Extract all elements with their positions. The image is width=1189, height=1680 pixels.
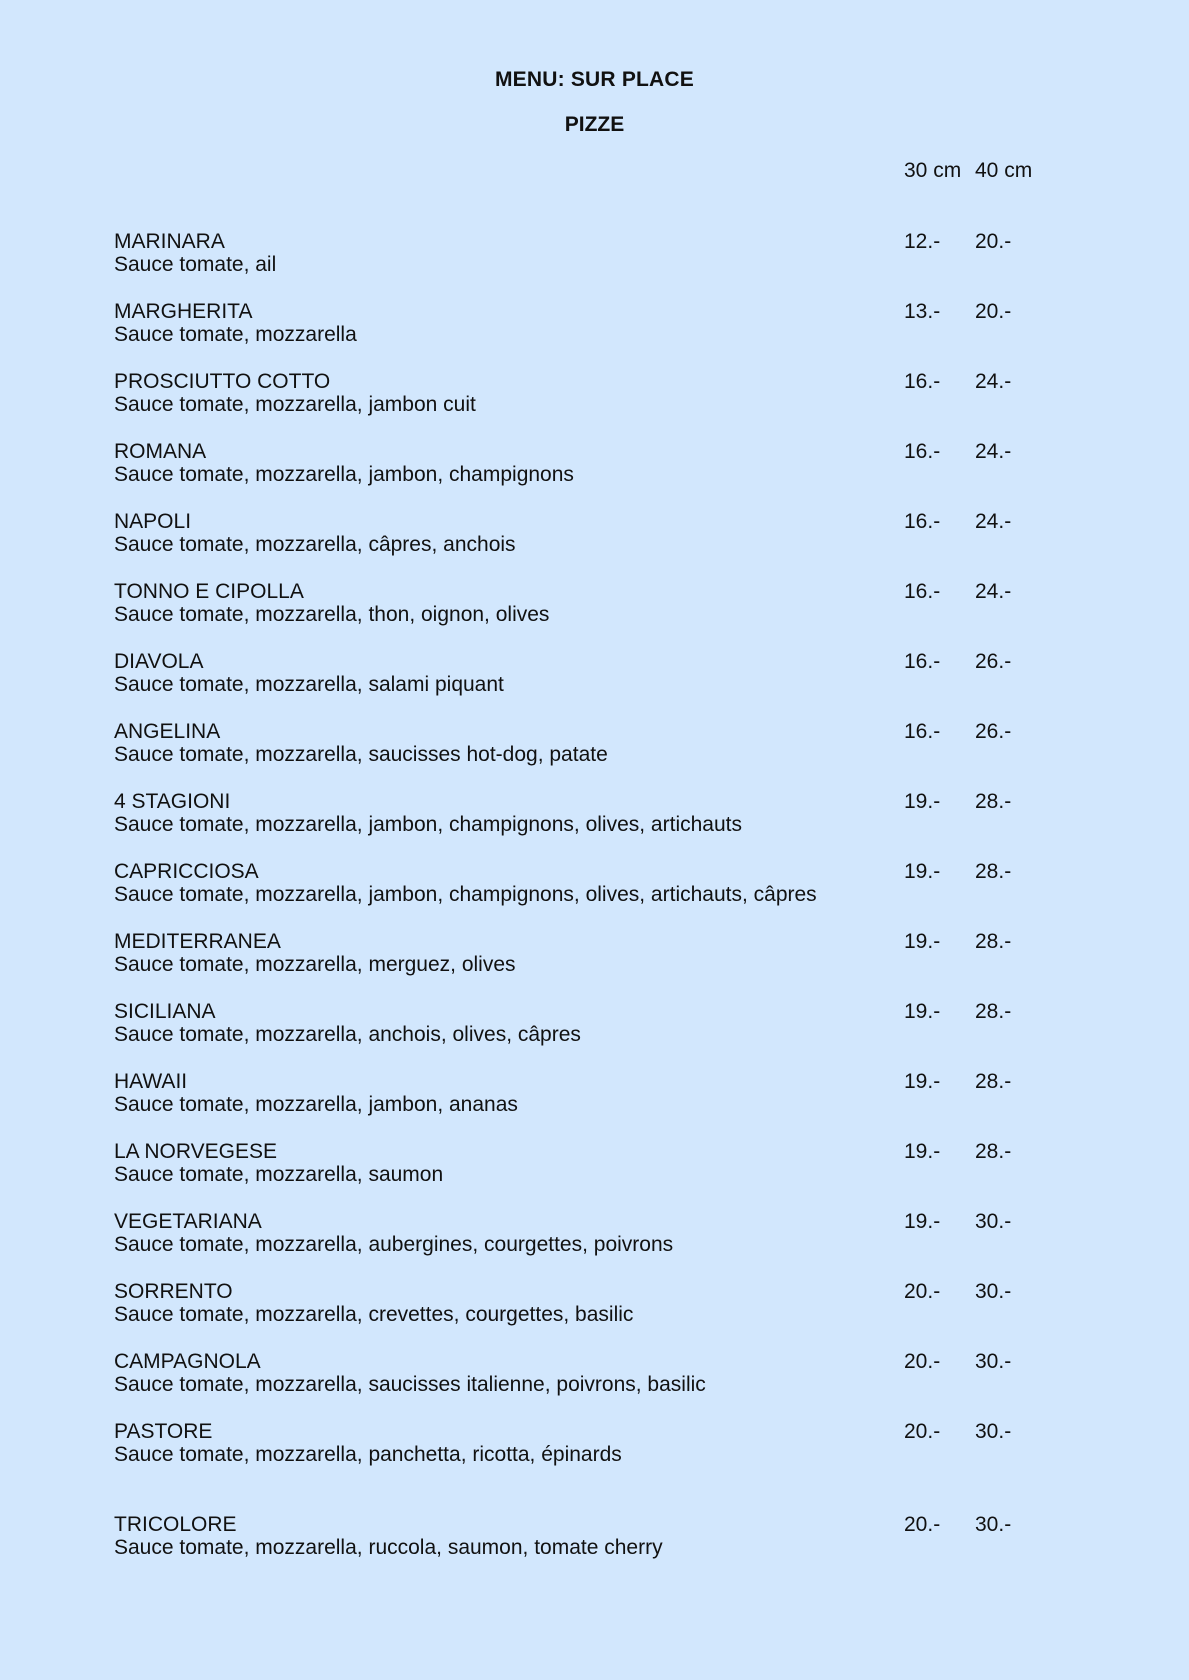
price-large: 30.- [975, 1420, 1012, 1443]
item-description: Sauce tomate, mozzarella, merguez, olives [114, 953, 516, 976]
item-name: TONNO E CIPOLLA [114, 580, 304, 603]
menu-item-capricciosa [114, 860, 1074, 930]
price-large: 20.- [975, 300, 1012, 323]
price-large: 24.- [975, 510, 1012, 533]
price-large: 30.- [975, 1280, 1012, 1303]
item-name: MARINARA [114, 230, 225, 253]
price-small: 20.- [904, 1280, 941, 1303]
item-description: Sauce tomate, mozzarella, jambon, champignons, olives, artichauts, câpres [114, 883, 817, 906]
item-description: Sauce tomate, mozzarella, saumon [114, 1163, 444, 1186]
price-small: 19.- [904, 790, 941, 813]
menu-item-la-norvegese [114, 1140, 1074, 1210]
price-large: 20.- [975, 230, 1012, 253]
item-description: Sauce tomate, mozzarella, anchois, olives, câpres [114, 1023, 581, 1046]
item-description: Sauce tomate, mozzarella, crevettes, courgettes, basilic [114, 1303, 634, 1326]
price-small: 16.- [904, 580, 941, 603]
price-small: 19.- [904, 1070, 941, 1093]
item-description: Sauce tomate, mozzarella, ruccola, saumon, tomate cherry [114, 1536, 663, 1559]
price-large: 26.- [975, 720, 1012, 743]
item-name: CAMPAGNOLA [114, 1350, 261, 1373]
price-large: 24.- [975, 580, 1012, 603]
menu-item-mediterranea [114, 930, 1074, 1000]
menu-list [114, 230, 1074, 1583]
item-name: LA NORVEGESE [114, 1140, 278, 1163]
item-name: DIAVOLA [114, 650, 204, 673]
menu-item-hawaii [114, 1070, 1074, 1140]
menu-item-prosciutto-cotto [114, 370, 1074, 440]
price-small: 19.- [904, 1000, 941, 1023]
item-description: Sauce tomate, mozzarella, aubergines, courgettes, poivrons [114, 1233, 674, 1256]
item-description: Sauce tomate, mozzarella, jambon, ananas [114, 1093, 518, 1116]
item-description: Sauce tomate, mozzarella, câpres, anchois [114, 533, 516, 556]
menu-item-pastore [114, 1420, 1074, 1490]
price-small: 19.- [904, 1140, 941, 1163]
item-description: Sauce tomate, mozzarella [114, 323, 357, 346]
price-small: 16.- [904, 440, 941, 463]
menu-item-angelina [114, 720, 1074, 790]
price-small: 16.- [904, 510, 941, 533]
price-small: 19.- [904, 1210, 941, 1233]
menu-item-romana [114, 440, 1074, 510]
menu-item-marinara [114, 230, 1074, 300]
item-name: 4 STAGIONI [114, 790, 231, 813]
item-name: PROSCIUTTO COTTO [114, 370, 331, 393]
menu-item-margherita [114, 300, 1074, 370]
item-description: Sauce tomate, mozzarella, jambon, champignons [114, 463, 574, 486]
item-description: Sauce tomate, mozzarella, thon, oignon, olives [114, 603, 550, 626]
price-large: 24.- [975, 370, 1012, 393]
item-description: Sauce tomate, mozzarella, jambon cuit [114, 393, 476, 416]
menu-item-campagnola [114, 1350, 1074, 1420]
price-small: 16.- [904, 720, 941, 743]
item-name: ROMANA [114, 440, 207, 463]
menu-item-diavola [114, 650, 1074, 720]
item-name: NAPOLI [114, 510, 192, 533]
page-title: MENU: SUR PLACE [494, 68, 694, 91]
price-large: 28.- [975, 860, 1012, 883]
price-large: 28.- [975, 930, 1012, 953]
item-description: Sauce tomate, ail [114, 253, 277, 276]
menu-item-siciliana [114, 1000, 1074, 1070]
item-name: SICILIANA [114, 1000, 216, 1023]
item-description: Sauce tomate, mozzarella, panchetta, ricotta, épinards [114, 1443, 622, 1466]
menu-item-tricolore [114, 1513, 1074, 1583]
menu-item-napoli [114, 510, 1074, 580]
menu-item-sorrento [114, 1280, 1074, 1350]
price-large: 28.- [975, 1000, 1012, 1023]
item-name: TRICOLORE [114, 1513, 237, 1536]
price-large: 30.- [975, 1513, 1012, 1536]
price-small: 20.- [904, 1420, 941, 1443]
price-small: 12.- [904, 230, 941, 253]
item-description: Sauce tomate, mozzarella, jambon, champignons, olives, artichauts [114, 813, 742, 836]
price-small: 16.- [904, 370, 941, 393]
price-small: 19.- [904, 860, 941, 883]
price-large: 30.- [975, 1350, 1012, 1373]
item-description: Sauce tomate, mozzarella, saucisses hot-dog, patate [114, 743, 608, 766]
item-name: SORRENTO [114, 1280, 233, 1303]
item-description: Sauce tomate, mozzarella, saucisses italienne, poivrons, basilic [114, 1373, 706, 1396]
item-name: HAWAII [114, 1070, 188, 1093]
item-name: ANGELINA [114, 720, 221, 743]
item-name: PASTORE [114, 1420, 213, 1443]
price-large: 28.- [975, 790, 1012, 813]
size-header-large: 40 cm [975, 159, 1033, 182]
item-name: MARGHERITA [114, 300, 253, 323]
item-description: Sauce tomate, mozzarella, salami piquant [114, 673, 504, 696]
item-name: VEGETARIANA [114, 1210, 262, 1233]
item-name: MEDITERRANEA [114, 930, 281, 953]
price-large: 24.- [975, 440, 1012, 463]
price-small: 13.- [904, 300, 941, 323]
item-name: CAPRICCIOSA [114, 860, 259, 883]
menu-item-vegetariana [114, 1210, 1074, 1280]
price-large: 30.- [975, 1210, 1012, 1233]
section-title: PIZZE [564, 113, 625, 136]
price-large: 26.- [975, 650, 1012, 673]
price-small: 20.- [904, 1350, 941, 1373]
menu-item-4-stagioni [114, 790, 1074, 860]
price-small: 20.- [904, 1513, 941, 1536]
price-small: 19.- [904, 930, 941, 953]
menu-item-tonno-e-cipolla [114, 580, 1074, 650]
price-small: 16.- [904, 650, 941, 673]
price-large: 28.- [975, 1070, 1012, 1093]
size-header-small: 30 cm [904, 159, 962, 182]
price-large: 28.- [975, 1140, 1012, 1163]
